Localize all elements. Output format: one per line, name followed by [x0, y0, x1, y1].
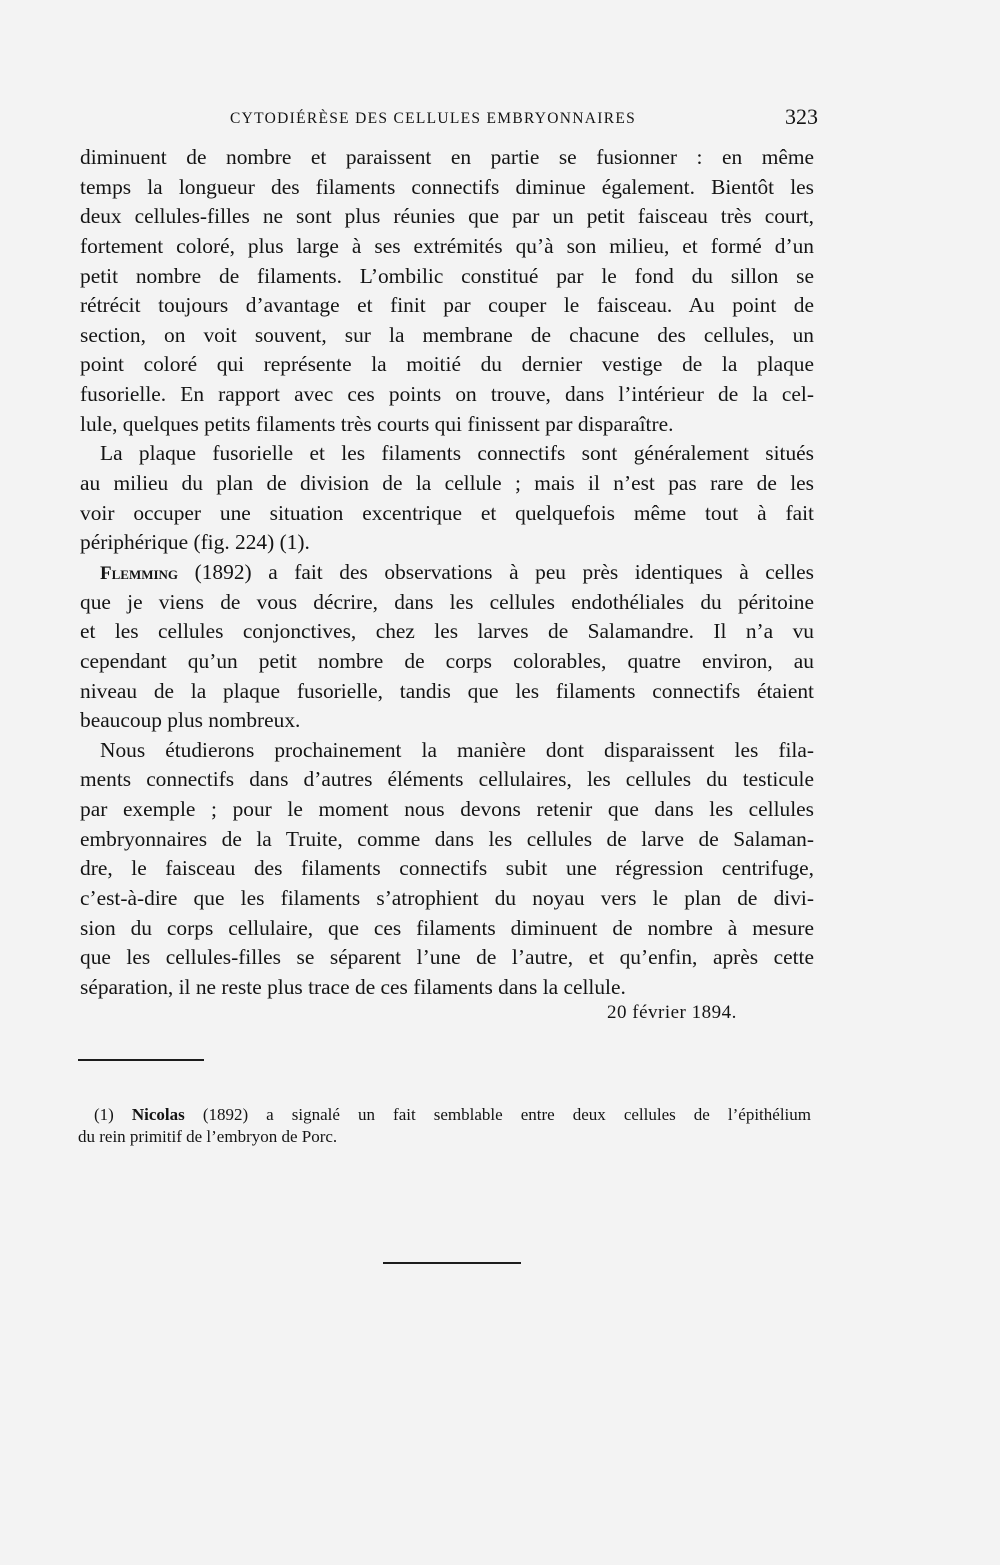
text-line: périphérique (fig. 224) (1).: [80, 530, 310, 555]
text-line: fusorielle. En rapport avec ces points on trouve, dans l’intérieur de la cel-: [80, 382, 814, 407]
text-line: dre, le faisceau des filaments connectifs subit une régression centrifuge,: [80, 856, 814, 881]
text-line: sion du corps cellulaire, que ces filaments diminuent de nombre à mesure: [80, 915, 814, 940]
text-line: deux cellules-filles ne sont plus réunies que par un petit faisceau très court,: [80, 204, 814, 229]
body-text: [80, 143, 814, 1003]
paragraph-first-line: [80, 558, 814, 588]
text-line: temps la longueur des filaments connectifs diminue également. Bientôt les: [80, 174, 814, 199]
paragraph-first-line: La plaque fusorielle et les filaments connectifs sont généralement situés: [100, 441, 814, 466]
footnote-line: [78, 1104, 811, 1126]
footnote-line: du rein primitif de l’embryon de Porc.: [78, 1127, 338, 1146]
text-run: (1892) a fait des observations à peu près identiques à celles: [178, 559, 814, 584]
text-line: et les cellules conjonctives, chez les larves de Salamandre. Il n’a vu: [80, 619, 814, 644]
text-line: au milieu du plan de division de la cellule ; mais il n’est pas rare de les: [80, 471, 814, 496]
text-line: c’est-à-dire que les filaments s’atrophient du noyau vers le plan de divi-: [80, 886, 814, 911]
text-line: point coloré qui représente la moitié du dernier vestige de la plaque: [80, 352, 814, 377]
text-line: section, on voit souvent, sur la membrane de chacune des cellules, un: [80, 322, 814, 347]
text-line: diminuent de nombre et paraissent en partie se fusionner : en même: [80, 145, 814, 169]
text-line: embryonnaires de la Truite, comme dans les cellules de larve de Salaman-: [80, 826, 814, 851]
text-line: par exemple ; pour le moment nous devons retenir que dans les cellules: [80, 797, 814, 822]
footnote-rule: [78, 1059, 204, 1061]
text-line: petit nombre de filaments. L’ombilic constitué par le fond du sillon se: [80, 263, 814, 288]
section-end-rule: [383, 1262, 521, 1264]
text-line: lule, quelques petits filaments très courts qui finissent par disparaître.: [80, 411, 674, 436]
footnote: [78, 1104, 811, 1148]
text-line: séparation, il ne reste plus trace de ces filaments dans la cellule.: [80, 974, 626, 999]
footnote-author: Nicolas: [131, 1105, 185, 1124]
text-line: cependant qu’un petit nombre de corps colorables, quatre environ, au: [80, 648, 814, 673]
text-line: fortement coloré, plus large à ses extrémités qu’à son milieu, et formé d’un: [80, 233, 814, 258]
text-line: que je viens de vous décrire, dans les cellules endothéliales du péritoine: [80, 589, 814, 614]
page-number: 323: [785, 104, 818, 129]
footnote-text: (1892) a signalé un fait semblable entre deux cellules de l’épithélium: [184, 1105, 811, 1124]
running-header: [80, 104, 820, 134]
text-line: niveau de la plaque fusorielle, tandis que les filaments connectifs étaient: [80, 678, 814, 703]
author-name: Flemming: [100, 562, 179, 584]
text-line: voir occuper une situation excentrique et quelquefois même tout à fait: [80, 500, 814, 525]
text-line: beaucoup plus nombreux.: [80, 708, 301, 733]
text-line: rétrécit toujours d’avantage et finit par couper le faisceau. Au point de: [80, 293, 814, 318]
text-line: que les cellules-filles se séparent l’une de l’autre, et qu’enfin, après cette: [80, 945, 814, 970]
footnote-marker: (1): [94, 1105, 132, 1124]
paragraph-first-line: Nous étudierons prochainement la manière dont disparaissent les fila-: [100, 737, 814, 762]
date-signature: 20 février 1894.: [607, 1002, 737, 1023]
running-header-title: CYTODIÉRÈSE DES CELLULES EMBRYONNAIRES: [230, 110, 637, 127]
text-line: ments connectifs dans d’autres éléments cellulaires, les cellules du testicule: [80, 767, 814, 792]
